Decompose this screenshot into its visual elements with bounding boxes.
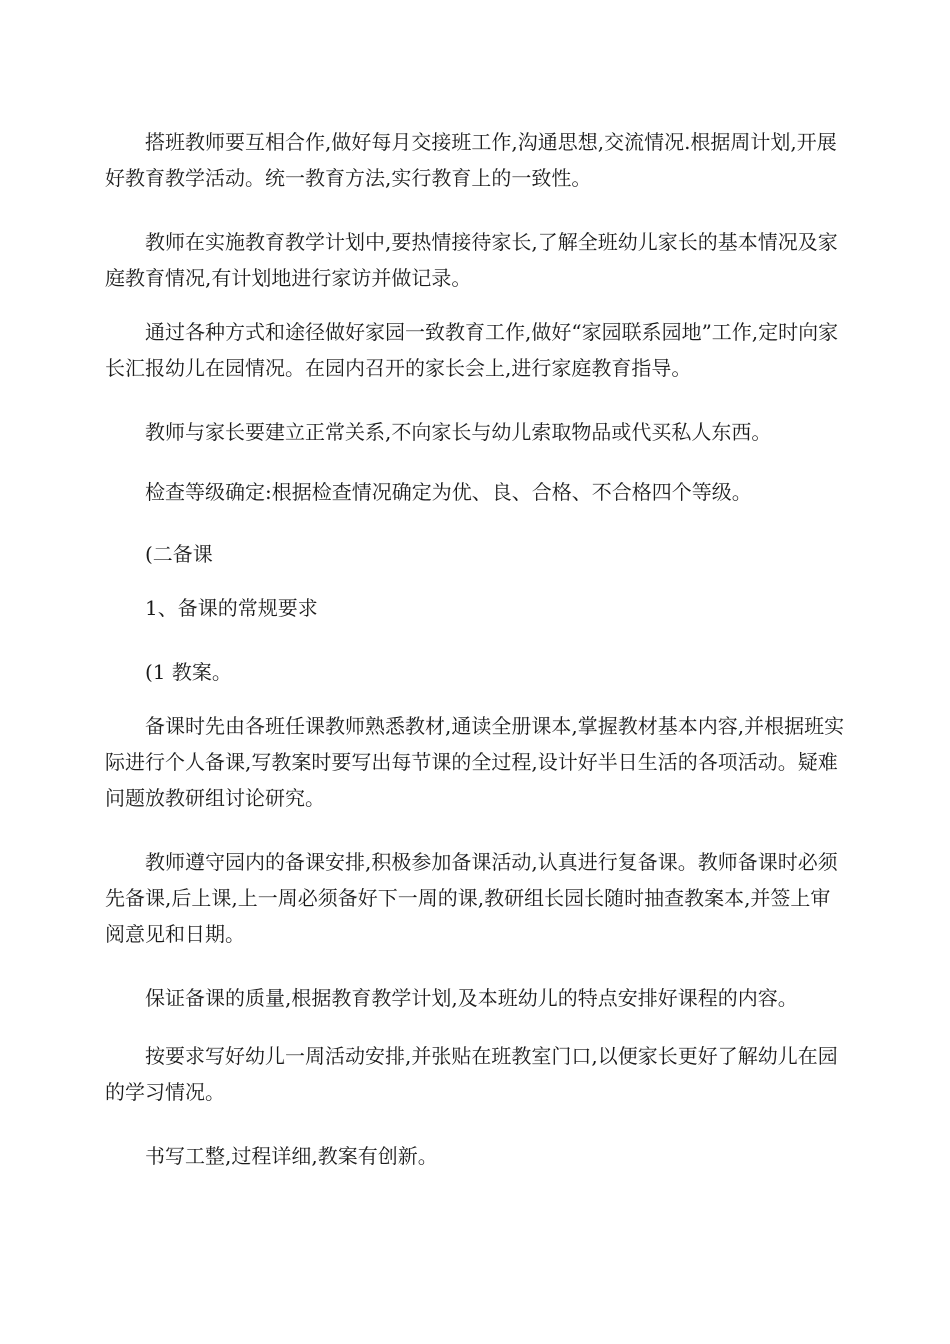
item-heading-lesson-plan: (1 教案。 [145,660,232,684]
section-heading-lesson-prep: (二备课 [145,542,213,566]
paragraph-cooperation: 搭班教师要互相合作,做好每月交接班工作,沟通思想,交流情况.根据周计划,开展好教育教学活动。统一教育方法,实行教育上的一致性。 [105,130,837,190]
paragraph-weekly-schedule: 按要求写好幼儿一周活动安排,并张贴在班教室门口,以便家长更好了解幼儿在园的学习情况。 [105,1044,838,1104]
subsection-heading-requirements: 1、备课的常规要求 [145,596,318,620]
paragraph-relationship: 教师与家长要建立正常关系,不向家长与幼儿索取物品或代买私人东西。 [145,420,772,444]
paragraph-writing: 书写工整,过程详细,教案有创新。 [145,1144,438,1168]
paragraph-prep-schedule: 教师遵守园内的备课安排,积极参加备课活动,认真进行复备课。教师备课时必须先备课,后上课,上一周必须备好下一周的课,教研组长园长随时抽查教案本,并签上审阅意见和日期。 [105,850,838,946]
paragraph-prep-quality: 保证备课的质量,根据教育教学计划,及本班幼儿的特点安排好课程的内容。 [145,986,798,1010]
paragraph-lesson-prep: 备课时先由各班任课教师熟悉教材,通读全册课本,掌握教材基本内容,并根据班实际进行个人备课,写教案时要写出每节课的全过程,设计好半日生活的各项活动。疑难问题放教研组讨论研究。 [105,714,845,810]
paragraph-home-school: 通过各种方式和途径做好家园一致教育工作,做好“家园联系园地”工作,定时向家长汇报幼儿在园情况。在园内召开的家长会上,进行家庭教育指导。 [105,320,839,380]
paragraph-grading: 检查等级确定:根据检查情况确定为优、良、合格、不合格四个等级。 [145,480,752,504]
paragraph-parent-contact: 教师在实施教育教学计划中,要热情接待家长,了解全班幼儿家长的基本情况及家庭教育情况,有计划地进行家访并做记录。 [105,230,838,290]
